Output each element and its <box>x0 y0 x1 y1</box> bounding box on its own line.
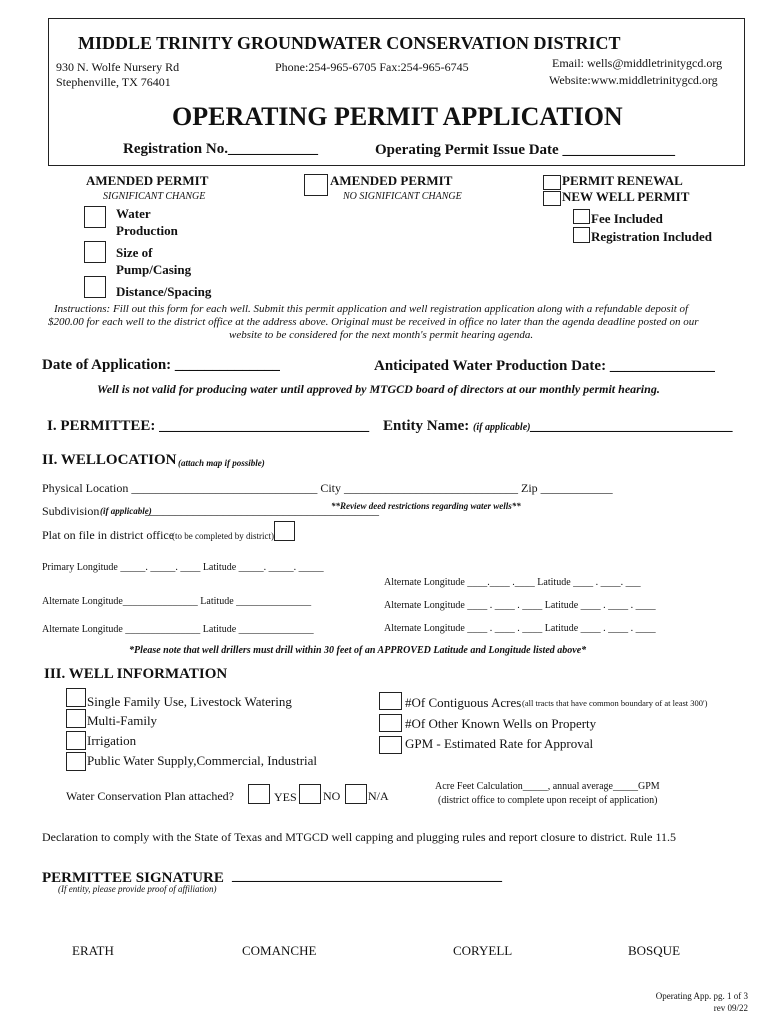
permittee-field[interactable]: I. PERMITTEE: ____________________________ <box>47 418 370 434</box>
county-comanche: COMANCHE <box>242 943 317 958</box>
entity-name-field[interactable]: ___________________________ <box>530 418 733 434</box>
instructions-line3: website to be considered for the next month's permit hearing agenda. <box>229 329 534 341</box>
instructions-line2: $200.00 for each well to the district office at the address above. Original must be received in office no later than the agenda deadline posted on our <box>48 316 699 328</box>
signature-field[interactable]: ____________________________________ <box>232 868 502 884</box>
page-number: Operating App. pg. 1 of 3 <box>655 991 748 1001</box>
distance-spacing-label: Distance/Spacing <box>116 284 212 299</box>
water-production-checkbox[interactable] <box>84 206 106 228</box>
address-line2: Stephenville, TX 76401 <box>56 75 171 89</box>
signature-note: (If entity, please provide proof of affiliation) <box>58 884 217 894</box>
physical-location-line[interactable]: Physical Location _______________________________ City _____________________________ Zip ____________ <box>42 481 613 495</box>
signature-label: PERMITTEE SIGNATURE <box>42 870 224 886</box>
size-pump-checkbox[interactable] <box>84 241 106 263</box>
anticipated-production-date[interactable]: Anticipated Water Production Date: ______________ <box>374 358 715 374</box>
district-name: MIDDLE TRINITY GROUNDWATER CONSERVATION DISTRICT <box>78 33 621 53</box>
subdivision-label: Subdivision <box>42 504 100 518</box>
website: Website:www.middletrinitygcd.org <box>549 73 718 87</box>
conservation-no-checkbox[interactable] <box>299 784 321 804</box>
issue-date[interactable]: Operating Permit Issue Date _______________ <box>375 142 675 158</box>
declaration-text: Declaration to comply with the State of Texas and MTGCD well capping and plugging rules and report closure to district. Rule 11.5 <box>42 830 677 844</box>
subdivision-field[interactable]: _______________________________________ <box>145 503 379 517</box>
significant-change-label: SIGNIFICANT CHANGE <box>103 191 206 202</box>
conservation-yes-checkbox[interactable] <box>248 784 270 804</box>
distance-spacing-checkbox[interactable] <box>84 276 106 298</box>
public-supply-label: Public Water Supply,Commercial, Industrial <box>87 753 318 768</box>
contiguous-acres-note: (all tracts that have common boundary of at least 300') <box>522 698 708 708</box>
attach-map-note: (attach map if possible) <box>178 458 265 468</box>
primary-coordinates[interactable]: Primary Longitude _____. _____. ____ Latitude _____. _____. _____ <box>42 562 324 573</box>
registration-included-label: Registration Included <box>591 229 712 244</box>
amended-permit-significant: AMENDED PERMIT <box>86 173 209 188</box>
new-well-permit-checkbox[interactable] <box>543 191 561 206</box>
well-information-heading: III. WELL INFORMATION <box>44 666 228 682</box>
irrigation-checkbox[interactable] <box>66 731 86 750</box>
instructions-line1: Instructions: Fill out this form for each well. Submit this permit application and well registration application along with a refundable deposit of <box>54 303 689 315</box>
county-coryell: CORYELL <box>453 943 513 958</box>
other-wells-label: #Of Other Known Wells on Property <box>405 716 597 731</box>
conservation-no-label: NO <box>323 789 341 803</box>
plat-checkbox[interactable] <box>274 521 295 541</box>
revision: rev 09/22 <box>713 1003 748 1013</box>
plat-note: (to be completed by district) <box>172 531 274 541</box>
water-production-label-1: Water <box>116 206 151 221</box>
contiguous-acres-label: #Of Contiguous Acres <box>405 695 522 710</box>
alternate-right-1[interactable]: Alternate Longitude ____.____ .____ Latitude ____ . ____. ___ <box>384 577 641 588</box>
other-wells-box[interactable] <box>379 714 402 732</box>
conservation-na-label: N/A <box>368 789 389 803</box>
alternate-left-2[interactable]: Alternate Longitude _______________ Latitude _______________ <box>42 624 314 635</box>
county-erath: ERATH <box>72 943 114 958</box>
gpm-estimate-label: GPM - Estimated Rate for Approval <box>405 736 594 751</box>
acre-feet-note: (district office to complete upon receipt of application) <box>438 795 658 806</box>
size-pump-label-1: Size of <box>116 245 153 260</box>
permit-renewal-checkbox[interactable] <box>543 175 561 190</box>
conservation-na-checkbox[interactable] <box>345 784 367 804</box>
registration-no[interactable]: Registration No.____________ <box>123 141 318 157</box>
fee-included-label: Fee Included <box>591 211 663 226</box>
entity-name-label: Entity Name: <box>383 418 470 434</box>
multi-family-label: Multi-Family <box>87 713 158 728</box>
fee-included-checkbox[interactable] <box>573 209 590 224</box>
validity-notice: Well is not valid for producing water until approved by MTGCD board of directors at our monthly permit hearing. <box>97 382 660 396</box>
no-significant-change-label: NO SIGNIFICANT CHANGE <box>343 191 462 202</box>
form-title: OPERATING PERMIT APPLICATION <box>172 102 623 131</box>
irrigation-label: Irrigation <box>87 733 137 748</box>
size-pump-label-2: Pump/Casing <box>116 262 192 277</box>
gpm-estimate-box[interactable] <box>379 736 402 754</box>
acre-feet-calculation[interactable]: Acre Feet Calculation_____, annual average_____GPM <box>435 781 660 792</box>
well-location-heading: II. WELLOCATION <box>42 452 177 468</box>
subdivision-applicable: (if applicable) <box>100 506 152 516</box>
conservation-yes-label: YES <box>274 790 297 804</box>
alternate-right-3[interactable]: Alternate Longitude ____ . ____ . ____ Latitude ____ . ____ . ____ <box>384 623 656 634</box>
single-family-label: Single Family Use, Livestock Watering <box>87 694 292 709</box>
county-bosque: BOSQUE <box>628 943 681 958</box>
address-line1: 930 N. Wolfe Nursery Rd <box>56 60 180 74</box>
water-production-label-2: Production <box>116 223 178 238</box>
alternate-right-2[interactable]: Alternate Longitude ____ . ____ . ____ Latitude ____ . ____ . ____ <box>384 600 656 611</box>
deed-restriction-note: **Review deed restrictions regarding water wells** <box>331 501 521 511</box>
alternate-left-1[interactable]: Alternate Longitude_______________ Latitude _______________ <box>42 596 312 607</box>
multi-family-checkbox[interactable] <box>66 709 86 728</box>
entity-applicable-note: (if applicable) <box>473 422 531 433</box>
permit-renewal-label: PERMIT RENEWAL <box>562 173 683 188</box>
new-well-permit-label: NEW WELL PERMIT <box>562 189 690 204</box>
date-of-application[interactable]: Date of Application: ______________ <box>42 357 280 373</box>
registration-included-checkbox[interactable] <box>573 227 590 243</box>
plat-label: Plat on file in district office <box>42 528 175 542</box>
phone-fax: Phone:254-965-6705 Fax:254-965-6745 <box>275 60 469 74</box>
driller-note: *Please note that well drillers must drill within 30 feet of an APPROVED Latitude and Longitude listed above* <box>129 645 587 656</box>
conservation-plan-label: Water Conservation Plan attached? <box>66 789 234 803</box>
single-family-checkbox[interactable] <box>66 688 86 707</box>
email: Email: wells@middletrinitygcd.org <box>552 56 723 70</box>
contiguous-acres-box[interactable] <box>379 692 402 710</box>
amended-permit-no-significant: AMENDED PERMIT <box>330 173 453 188</box>
amended-no-significant-checkbox[interactable] <box>304 174 328 196</box>
public-supply-checkbox[interactable] <box>66 752 86 771</box>
